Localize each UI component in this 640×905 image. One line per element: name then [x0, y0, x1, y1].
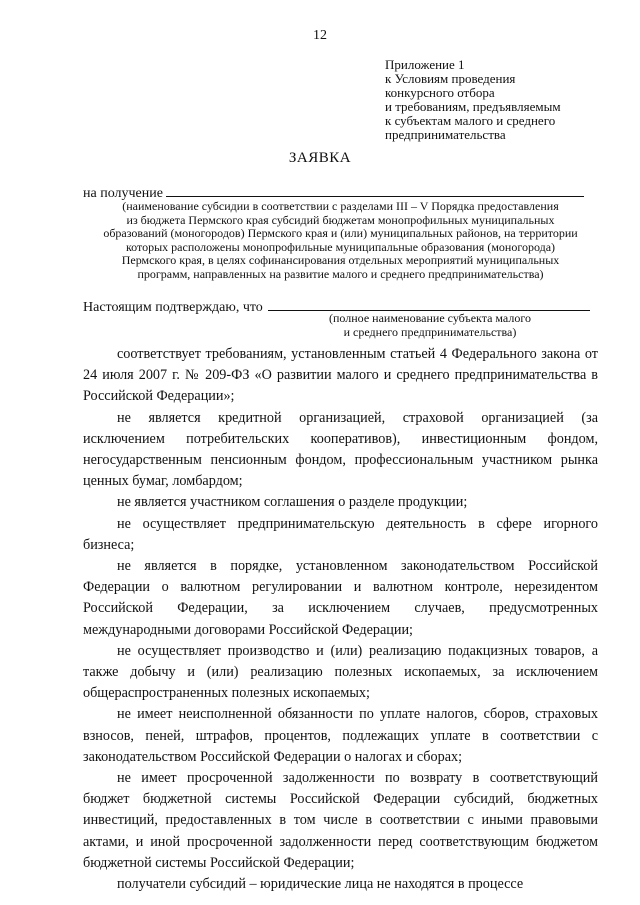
confirm-caption — [310, 312, 550, 339]
appendix-line: к Условиям проведения — [385, 71, 516, 86]
paragraph: не осуществляет производство и (или) реализацию подакцизных товаров, а также добычу и (или) реализацию полезных ископаемых, за исключением общераспространенных полезных ископаемых; — [83, 642, 598, 702]
caption-line: образований (моногородов) Пермского края и (или) муниципальных районов, на территории — [103, 226, 578, 241]
receive-blank-line — [166, 195, 584, 197]
appendix-line: и требованиям, предъявляемым — [385, 99, 561, 114]
receive-caption — [83, 200, 598, 282]
confirm-label: Настоящим подтверждаю, что — [83, 300, 263, 315]
caption-line: и среднего предпринимательства) — [343, 324, 517, 339]
document-title: ЗАЯВКА — [288, 150, 352, 166]
appendix-line: Приложение 1 — [385, 57, 465, 72]
receive-label: на получение — [83, 186, 163, 201]
appendix-line: конкурсного отбора — [385, 85, 495, 100]
caption-line: программ, направленных на развитие малого и среднего предпринимательства) — [137, 266, 544, 281]
paragraph: не является в порядке, установленном законодательством Российской Федерации о валютном регулировании и валютном контроле, нерезидентом Российской Федерации, за исключением случаев, предусмотренных международными договорами Российской Федерации; — [83, 558, 598, 638]
caption-line: Пермского края, в целях софинансирования отдельных мероприятий муниципальных — [121, 253, 560, 268]
paragraph: не является кредитной организацией, страховой организацией (за исключением потребительских кооперативов), инвестиционным фондом, негосударственным пенсионным фондом, профессиональным участником рынка ценных бумаг, ломбардом; — [83, 409, 598, 490]
caption-line: (полное наименование субъекта малого — [329, 311, 531, 325]
paragraph: не имеет просроченной задолженности по возврату в соответствующий бюджет бюджетной системы Российской Федерации субсидий, бюджетных инвестиций, предоставленных в том числе в соответствии с иными правовыми актами, и иной просроченной задолженности перед соответствующим бюджетом бюджетной системы Российской Федерации; — [83, 770, 598, 871]
paragraph: не имеет неисполненной обязанности по уплате налогов, сборов, страховых взносов, пеней, штрафов, процентов, подлежащих уплате в соответствии с законодательством Российской Федерации о налогах и сборах; — [83, 706, 598, 765]
paragraph: получатели субсидий – юридические лица не находятся в процессе — [117, 876, 524, 893]
page-number: 12 — [313, 28, 327, 43]
requirements-text — [83, 344, 598, 895]
appendix-line: к субъектам малого и среднего — [385, 113, 556, 128]
paragraph: не является участником соглашения о разделе продукции; — [117, 494, 468, 511]
caption-line: которых расположены монопрофильные муниципальные образования (моногорода) — [125, 239, 556, 254]
appendix-line: предпринимательства — [385, 127, 506, 142]
appendix-note — [385, 58, 561, 142]
paragraph: не осуществляет предпринимательскую деятельность в сфере игорного бизнеса; — [83, 515, 598, 553]
paragraph: соответствует требованиям, установленным статьей 4 Федерального закона от 24 июля 2007 г. № 209-ФЗ «О развитии малого и среднего предпринимательства в Российской Федерации»; — [83, 346, 598, 405]
caption-line: из бюджета Пермского края субсидий бюджетам монопрофильных муниципальных — [126, 212, 555, 227]
caption-line: (наименование субсидии в соответствии с разделами III – V Порядка предоставления — [122, 199, 559, 213]
